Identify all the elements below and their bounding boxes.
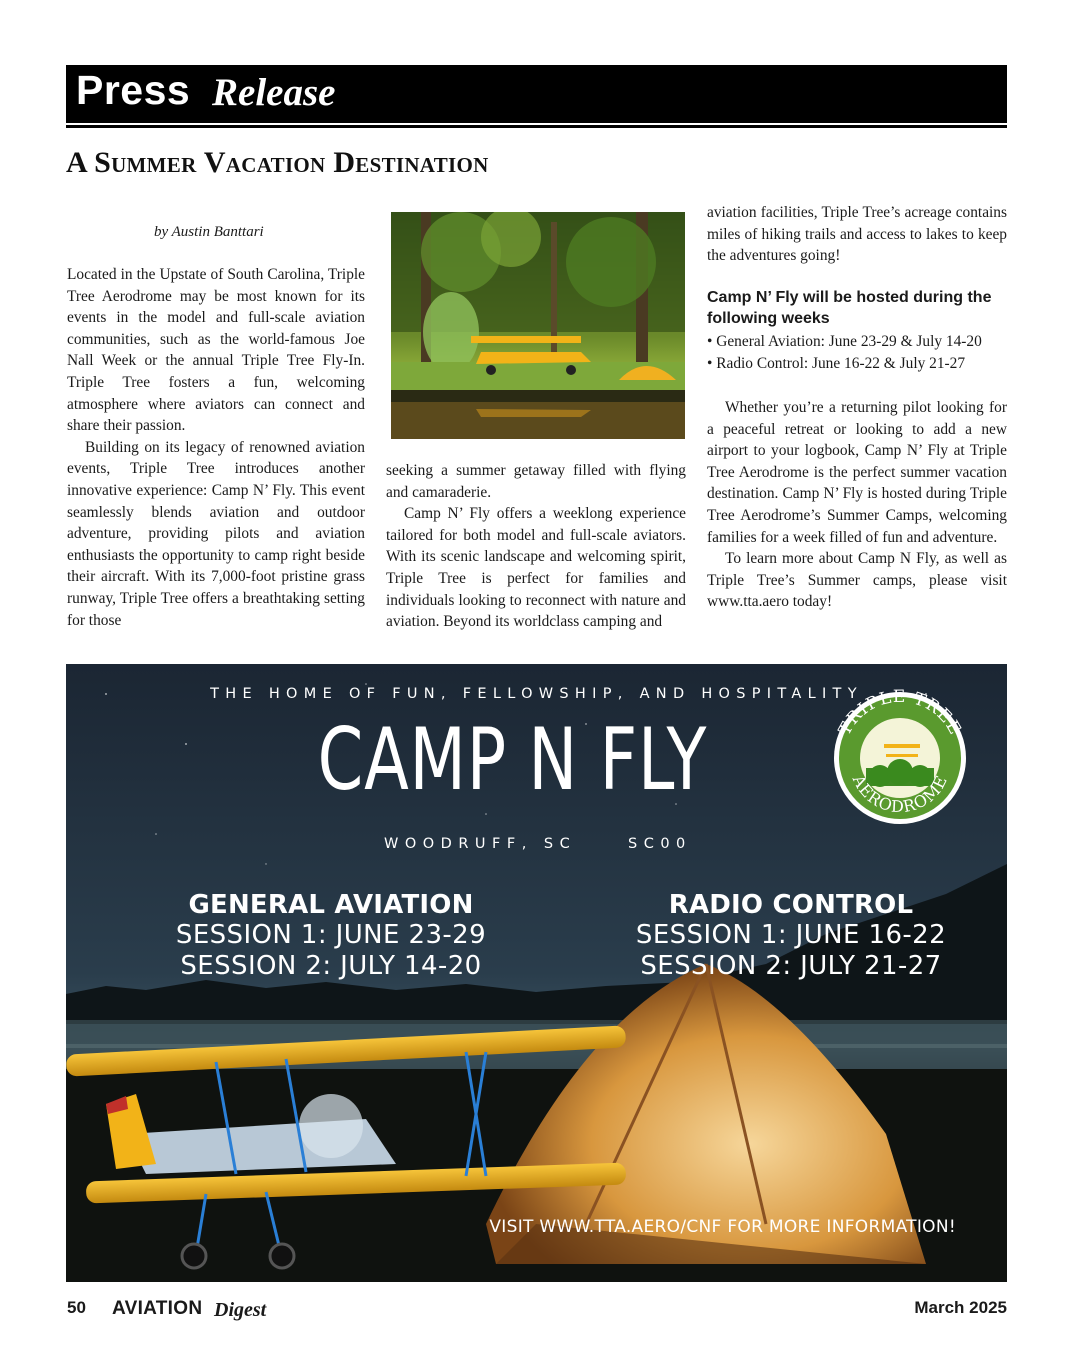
section-label-press: Press [76, 67, 191, 113]
svg-text:AERODROME [848, 771, 951, 816]
section-label-release: Release [212, 71, 336, 114]
paragraph: seeking a summer getaway filled with flying and camaraderie. [386, 462, 686, 501]
camp-n-fly-advertisement [66, 664, 1007, 1282]
ga-session-2: SESSION 2: JULY 14-20 [180, 951, 482, 981]
paragraph: Building on its legacy of renowned aviation events, Triple Tree introduces another innovative experience: Camp N’ Fly. This event seamlessly blends aviation and outdoor adventure, providing pilots and aviation enthusiasts the opportunity to camp right beside their aircraft. With its 7,000-foot pristine grass runway, Triple Tree offers a breathtaking setting for those [67, 438, 365, 629]
magazine-name-digest: Digest [214, 1299, 267, 1321]
ad-tagline: THE HOME OF FUN, FELLOWSHIP, AND HOSPITALITY [210, 686, 863, 702]
logo-arc-bottom: AERODROME [848, 771, 952, 817]
schedule-list [707, 331, 1007, 374]
article-column-3-bottom [707, 397, 1007, 613]
rc-heading: RADIO CONTROL [668, 890, 914, 920]
radio-control-block [626, 890, 956, 982]
paragraph: aviation facilities, Triple Tree’s acreage contains miles of hiking trails and access to lakes to keep the adventures going! [707, 204, 1007, 265]
ad-title: CAMP N FLY [317, 710, 708, 810]
header-bar [66, 65, 1007, 123]
list-item: • General Aviation: June 23-29 & July 14-20 [707, 333, 982, 350]
ga-session-1: SESSION 1: JUNE 23-29 [175, 920, 487, 950]
campground-photo-svg [391, 212, 685, 439]
logo-arc-top: TRIPLE TREE [834, 686, 966, 739]
paragraph: Located in the Upstate of South Carolina, Triple Tree Aerodrome may be most known for its events in the model and full-scale aviation communities, such as the world-famous Joe Nall Week or the annual Triple Tree Fly-In. Triple Tree fosters a fun, welcoming atmosphere where aviators can connect and share their passion. [67, 266, 365, 435]
byline: by Austin Banttari [154, 224, 264, 240]
schedule-subhead: Camp N’ Fly will be hosted during the following weeks [707, 289, 992, 327]
page-number: 50 [67, 1298, 86, 1317]
paragraph: Whether you’re a returning pilot looking for a peaceful retreat or looking to add a new airport to your logbook, Camp N’ Fly at Triple Tree Aerodrome is the perfect summer vacation destination. Camp N’ Fly is hosted during Triple Tree Aerodrome’s Summer Camps, welcoming families for a week filled of fun and adventure. [707, 399, 1007, 546]
article-column-2 [386, 460, 686, 633]
paragraph: Camp N’ Fly offers a weeklong experience tailored for both model and full-scale aviators. With its scenic landscape and welcoming spirit, Triple Tree is perfect for families and individuals looking to reconnect with nature and aviation. Beyond its worldclass camping and [386, 505, 686, 631]
ga-heading: GENERAL AVIATION [188, 890, 474, 920]
list-item: • Radio Control: June 16-22 & July 21-27 [707, 354, 966, 372]
general-aviation-block [116, 890, 546, 982]
rc-session-2: SESSION 2: JULY 21-27 [640, 951, 942, 981]
campground-photo [391, 212, 685, 439]
article-headline: A Summer Vacation Destination [66, 146, 489, 179]
article-column-1 [67, 264, 365, 631]
svg-text:TRIPLE TREE [835, 687, 965, 739]
rc-session-1: SESSION 1: JUNE 16-22 [635, 920, 947, 950]
ad-airport-code: SC00 [628, 836, 692, 852]
ad-location: WOODRUFF, SC [384, 836, 577, 852]
issue-date: March 2025 [914, 1298, 1007, 1317]
article-column-3-top [707, 202, 1007, 267]
paragraph: To learn more about Camp N Fly, as well as Triple Tree’s Summer camps, please visit www.tta.aero today! [707, 550, 1007, 611]
ad-visit-url: VISIT WWW.TTA.AERO/CNF FOR MORE INFORMATION! [489, 1217, 956, 1237]
header-rule [66, 125, 1007, 128]
magazine-name: AVIATION [112, 1298, 203, 1319]
triple-tree-logo [820, 678, 980, 838]
